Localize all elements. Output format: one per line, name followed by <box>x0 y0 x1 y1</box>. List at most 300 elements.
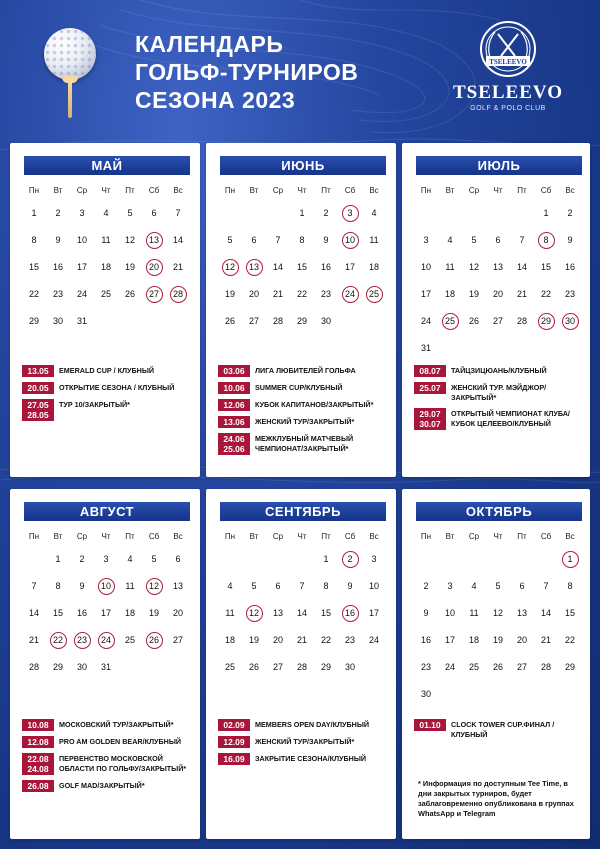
calendar-day: 19 <box>468 288 479 299</box>
calendar-day: 26 <box>468 315 479 326</box>
event-item <box>218 753 388 765</box>
calendar-day: 4 <box>447 234 453 245</box>
weekday-label: Пн <box>28 532 40 541</box>
calendar-day: 20 <box>172 607 183 618</box>
event-title: ПЕРВЕНСТВО МОСКОВСКОЙ ОБЛАСТИ ПО ГОЛЬФУ/ЗАКРЫТЫЙ* <box>59 754 187 773</box>
tournament-day: 8 <box>534 226 558 253</box>
month-name: ОКТЯБРЬ <box>416 502 582 521</box>
weekday-label: Ср <box>468 532 480 541</box>
week-row <box>414 545 582 572</box>
calendar-day <box>118 307 142 334</box>
calendar-day <box>166 307 190 334</box>
weekday-row <box>414 529 582 545</box>
week-row <box>218 545 386 572</box>
calendar-day: 8 <box>299 234 305 245</box>
tournament-day: 13 <box>142 226 166 253</box>
event-date-badge <box>414 719 446 731</box>
weekday-label: Чт <box>297 186 307 195</box>
calendar-day: 28 <box>516 315 527 326</box>
event-item <box>218 719 388 731</box>
week-row <box>22 572 190 599</box>
calendar-day <box>510 199 534 226</box>
calendar-day: 1 <box>543 207 549 218</box>
calendar-day: 13 <box>272 607 283 618</box>
event-date: 24.08 <box>27 764 49 774</box>
event-date-badge <box>22 753 54 775</box>
weekday-row <box>414 183 582 199</box>
event-date: 10.06 <box>223 383 245 393</box>
calendar-grid <box>22 183 190 334</box>
event-date-badge <box>218 399 250 411</box>
event-title: GOLF MAD/ЗАКРЫТЫЙ* <box>59 781 145 790</box>
event-title: ТАЙЦЗИЦЮАНЬ/КЛУБНЫЙ <box>451 366 547 375</box>
event-date: 25.06 <box>223 444 245 454</box>
event-date: 12.06 <box>223 400 245 410</box>
calendar-day <box>338 307 362 334</box>
calendar-day: 30 <box>344 661 355 672</box>
event-date: 13.05 <box>27 366 49 376</box>
calendar-day: 26 <box>224 315 235 326</box>
calendar-day: 16 <box>76 607 87 618</box>
title-line: ГОЛЬФ-ТУРНИРОВ <box>135 59 359 85</box>
tournament-day: 20 <box>142 253 166 280</box>
tournament-day: 12 <box>218 253 242 280</box>
tournament-day: 24 <box>94 626 118 653</box>
calendar-day: 9 <box>423 607 429 618</box>
calendar-day: 12 <box>468 261 479 272</box>
calendar-day: 25 <box>468 661 479 672</box>
calendar-day <box>362 653 386 680</box>
month-card <box>402 489 590 839</box>
event-title: CLOCK TOWER CUP.ФИНАЛ /КЛУБНЫЙ <box>451 720 555 739</box>
calendar-day: 18 <box>468 634 479 645</box>
week-row <box>414 253 582 280</box>
week-row <box>414 626 582 653</box>
weekday-label: Вт <box>445 186 455 195</box>
calendar-day: 15 <box>564 607 575 618</box>
month-name: АВГУСТ <box>24 502 190 521</box>
event-date: 10.08 <box>27 720 49 730</box>
calendar-day: 19 <box>248 634 259 645</box>
calendar-day: 22 <box>320 634 331 645</box>
calendar-day: 23 <box>320 288 331 299</box>
event-date: 28.05 <box>27 410 49 420</box>
calendar-day: 14 <box>272 261 283 272</box>
weekday-label: Вс <box>565 532 575 541</box>
calendar-day: 18 <box>100 261 111 272</box>
calendar-day <box>462 199 486 226</box>
week-row <box>22 545 190 572</box>
calendar-day: 14 <box>296 607 307 618</box>
calendar-day: 15 <box>320 607 331 618</box>
event-item <box>22 382 192 394</box>
week-row <box>22 653 190 680</box>
month-name: МАЙ <box>24 156 190 175</box>
event-date-badge <box>218 753 250 765</box>
calendar-day <box>414 199 438 226</box>
event-date: 01.10 <box>419 720 441 730</box>
event-date-badge <box>218 736 250 748</box>
calendar-day: 21 <box>172 261 183 272</box>
calendar-day: 9 <box>79 580 85 591</box>
calendar-day: 4 <box>127 553 133 564</box>
week-row <box>22 199 190 226</box>
calendar-day <box>486 545 510 572</box>
month-name: ИЮЛЬ <box>416 156 582 175</box>
calendar-day: 13 <box>516 607 527 618</box>
event-item <box>414 382 584 403</box>
week-row <box>414 680 582 707</box>
month-card <box>10 489 200 839</box>
calendar-day: 22 <box>564 634 575 645</box>
calendar-day: 2 <box>55 207 61 218</box>
event-title: ОТКРЫТЫЙ ЧЕМПИОНАТ КЛУБА/ КУБОК ЦЕЛЕЕВО/КЛУБНЫЙ <box>451 409 570 428</box>
calendar-day: 24 <box>368 634 379 645</box>
calendar-day: 29 <box>28 315 39 326</box>
calendar-day: 11 <box>225 607 235 618</box>
calendar-day: 15 <box>52 607 63 618</box>
calendar-day: 9 <box>567 234 573 245</box>
calendar-day: 6 <box>495 234 501 245</box>
weekday-label: Сб <box>344 532 356 541</box>
tournament-day: 27 <box>142 280 166 307</box>
event-date: 22.08 <box>27 754 49 764</box>
calendar-day: 10 <box>420 261 431 272</box>
event-date-badge <box>218 416 250 428</box>
event-list <box>22 365 192 426</box>
week-row <box>218 626 386 653</box>
weekday-row <box>22 183 190 199</box>
calendar-day: 15 <box>540 261 551 272</box>
month-name: СЕНТЯБРЬ <box>220 502 386 521</box>
calendar-day: 7 <box>275 234 281 245</box>
event-date: 03.06 <box>223 366 245 376</box>
calendar-day <box>438 545 462 572</box>
calendar-day: 13 <box>172 580 183 591</box>
calendar-day <box>218 199 242 226</box>
calendar-day: 11 <box>369 234 379 245</box>
club-logo <box>444 18 572 130</box>
calendar-day: 18 <box>444 288 455 299</box>
event-date-badge <box>22 365 54 377</box>
calendar-day: 19 <box>492 634 503 645</box>
calendar-day: 9 <box>55 234 61 245</box>
calendar-day: 24 <box>444 661 455 672</box>
calendar-day: 23 <box>564 288 575 299</box>
event-date: 02.09 <box>223 720 245 730</box>
calendar-day: 20 <box>492 288 503 299</box>
tournament-day: 25 <box>438 307 462 334</box>
calendar-day: 6 <box>519 580 525 591</box>
event-date: 30.07 <box>419 419 441 429</box>
week-row <box>22 626 190 653</box>
calendar-day: 7 <box>175 207 181 218</box>
calendar-day <box>242 545 266 572</box>
event-item <box>218 736 388 748</box>
calendar-day <box>266 199 290 226</box>
calendar-grid <box>218 529 386 680</box>
calendar-day <box>242 199 266 226</box>
calendar-day: 16 <box>564 261 575 272</box>
calendar-day <box>510 680 534 707</box>
weekday-label: Вт <box>445 532 455 541</box>
calendar-day <box>266 545 290 572</box>
calendar-day: 30 <box>420 688 431 699</box>
calendar-day: 6 <box>175 553 181 564</box>
calendar-day: 5 <box>495 580 501 591</box>
event-title: ТУР 10/ЗАКРЫТЫЙ* <box>59 400 130 409</box>
weekday-row <box>218 529 386 545</box>
event-item <box>22 753 192 775</box>
calendar-day: 11 <box>445 261 455 272</box>
calendar-day: 31 <box>420 342 431 353</box>
event-date-badge <box>22 719 54 731</box>
calendar-day: 2 <box>323 207 329 218</box>
calendar-day: 16 <box>320 261 331 272</box>
calendar-day: 27 <box>272 661 283 672</box>
event-date: 13.06 <box>223 417 245 427</box>
calendar-day: 3 <box>371 553 377 564</box>
calendar-day: 26 <box>492 661 503 672</box>
calendar-day: 22 <box>28 288 39 299</box>
calendar-day: 29 <box>564 661 575 672</box>
calendar-day: 9 <box>347 580 353 591</box>
calendar-grid <box>414 183 582 361</box>
calendar-day: 24 <box>420 315 431 326</box>
event-date-badge <box>218 433 250 455</box>
weekday-label: Вт <box>249 532 259 541</box>
event-title: MEMBERS OPEN DAY/КЛУБНЫЙ <box>255 720 370 729</box>
calendar-day: 21 <box>540 634 551 645</box>
calendar-day: 15 <box>296 261 307 272</box>
calendar-day: 17 <box>444 634 455 645</box>
calendar-day: 18 <box>224 634 235 645</box>
calendar-day: 7 <box>543 580 549 591</box>
calendar-day: 1 <box>299 207 305 218</box>
weekday-label: Пт <box>321 532 331 541</box>
weekday-label: Пн <box>224 186 236 195</box>
event-date: 16.09 <box>223 754 245 764</box>
week-row <box>22 280 190 307</box>
calendar-day: 1 <box>55 553 61 564</box>
event-title: EMERALD CUP / КЛУБНЫЙ <box>59 366 155 375</box>
event-date: 25.07 <box>419 383 441 393</box>
calendar-day: 7 <box>31 580 37 591</box>
calendar-day: 2 <box>423 580 429 591</box>
calendar-day: 16 <box>420 634 431 645</box>
event-date: 24.06 <box>223 434 245 444</box>
calendar-day <box>534 680 558 707</box>
calendar-day: 21 <box>516 288 527 299</box>
calendar-day <box>166 653 190 680</box>
weekday-label: Чт <box>493 186 503 195</box>
weekday-label: Ср <box>272 532 284 541</box>
calendar-day: 14 <box>516 261 527 272</box>
calendar-day: 6 <box>275 580 281 591</box>
weekday-label: Пт <box>321 186 331 195</box>
week-row <box>414 572 582 599</box>
week-row <box>414 334 582 361</box>
golf-ball-icon <box>44 28 96 80</box>
calendar-day: 23 <box>344 634 355 645</box>
event-item <box>218 399 388 411</box>
tournament-day: 29 <box>534 307 558 334</box>
calendar-day: 8 <box>567 580 573 591</box>
month-card <box>402 143 590 477</box>
calendar-grid <box>414 529 582 707</box>
calendar-day <box>510 334 534 361</box>
weekday-label: Вс <box>369 186 379 195</box>
calendar-day: 29 <box>296 315 307 326</box>
weekday-label: Сб <box>344 186 356 195</box>
calendar-day <box>94 307 118 334</box>
weekday-label: Вт <box>249 186 259 195</box>
calendar-day: 29 <box>320 661 331 672</box>
week-row <box>414 653 582 680</box>
calendar-day: 18 <box>124 607 135 618</box>
week-row <box>218 199 386 226</box>
calendar-day: 28 <box>296 661 307 672</box>
calendar-day: 27 <box>516 661 527 672</box>
calendar-day: 26 <box>124 288 135 299</box>
calendar-day: 5 <box>251 580 257 591</box>
week-row <box>414 599 582 626</box>
event-title: SUMMER CUP/КЛУБНЫЙ <box>255 383 343 392</box>
weekday-label: Сб <box>540 186 552 195</box>
calendar-day: 20 <box>272 634 283 645</box>
calendar-day: 17 <box>420 288 431 299</box>
calendar-day: 28 <box>272 315 283 326</box>
calendar-day <box>510 545 534 572</box>
calendar-day: 6 <box>151 207 157 218</box>
calendar-day: 10 <box>368 580 379 591</box>
calendar-day <box>462 680 486 707</box>
calendar-day: 28 <box>540 661 551 672</box>
week-row <box>218 226 386 253</box>
calendar-day: 5 <box>151 553 157 564</box>
weekday-label: Пн <box>420 186 432 195</box>
calendar-day: 31 <box>76 315 87 326</box>
golf-tee-icon <box>62 76 78 118</box>
title-line: СЕЗОНА 2023 <box>135 87 296 113</box>
calendar-day <box>534 545 558 572</box>
event-list <box>414 365 584 435</box>
calendar-day: 7 <box>299 580 305 591</box>
calendar-day: 3 <box>447 580 453 591</box>
week-row <box>22 307 190 334</box>
calendar-day <box>438 199 462 226</box>
week-row <box>218 253 386 280</box>
weekday-label: Чт <box>493 532 503 541</box>
weekday-label: Ср <box>272 186 284 195</box>
calendar-day <box>462 545 486 572</box>
calendar-day <box>534 334 558 361</box>
calendar-day: 10 <box>444 607 455 618</box>
weekday-label: Чт <box>297 532 307 541</box>
weekday-label: Пн <box>28 186 40 195</box>
weekday-label: Вс <box>173 532 183 541</box>
calendar-day: 3 <box>79 207 85 218</box>
calendar-day: 9 <box>323 234 329 245</box>
event-date-badge <box>414 382 446 394</box>
event-date-badge <box>218 365 250 377</box>
event-item <box>414 365 584 377</box>
calendar-day: 16 <box>52 261 63 272</box>
week-row <box>218 572 386 599</box>
tournament-day: 10 <box>94 572 118 599</box>
tournament-day: 3 <box>338 199 362 226</box>
weekday-row <box>22 529 190 545</box>
event-title: ЛИГА ЛЮБИТЕЛЕЙ ГОЛЬФА <box>255 366 356 375</box>
week-row <box>414 280 582 307</box>
calendar-day: 5 <box>471 234 477 245</box>
event-title: ЖЕНСКИЙ ТУР/ЗАКРЫТЫЙ* <box>255 737 355 746</box>
calendar-day: 30 <box>76 661 87 672</box>
calendar-day: 2 <box>567 207 573 218</box>
calendar-day: 14 <box>540 607 551 618</box>
week-row <box>218 280 386 307</box>
calendar-day: 20 <box>248 288 259 299</box>
weekday-label: Вс <box>369 532 379 541</box>
event-date: 29.07 <box>419 409 441 419</box>
event-date-badge <box>218 719 250 731</box>
week-row <box>218 599 386 626</box>
tournament-day: 1 <box>558 545 582 572</box>
calendar-day: 28 <box>28 661 39 672</box>
calendar-day: 18 <box>368 261 379 272</box>
calendar-day: 27 <box>248 315 259 326</box>
calendar-day <box>438 680 462 707</box>
week-row <box>218 307 386 334</box>
event-item <box>218 382 388 394</box>
tournament-day: 12 <box>242 599 266 626</box>
event-item <box>22 719 192 731</box>
calendar-day: 8 <box>31 234 37 245</box>
event-title: ЖЕНСКИЙ ТУР/ЗАКРЫТЫЙ* <box>255 417 355 426</box>
calendar-day <box>438 334 462 361</box>
calendar-day: 4 <box>471 580 477 591</box>
calendar-day: 8 <box>55 580 61 591</box>
calendar-day: 17 <box>344 261 355 272</box>
month-card <box>10 143 200 477</box>
calendar-day: 5 <box>127 207 133 218</box>
calendar-day: 27 <box>172 634 183 645</box>
calendar-day <box>118 653 142 680</box>
event-date-badge <box>218 382 250 394</box>
event-item <box>218 416 388 428</box>
calendar-day: 23 <box>52 288 63 299</box>
month-card <box>206 143 396 477</box>
calendar-day: 17 <box>368 607 379 618</box>
week-row <box>414 307 582 334</box>
weekday-label: Пт <box>125 186 135 195</box>
month-card <box>206 489 396 839</box>
calendar-day: 15 <box>28 261 39 272</box>
calendar-day: 12 <box>492 607 503 618</box>
tournament-day: 13 <box>242 253 266 280</box>
tournament-day: 22 <box>46 626 70 653</box>
tournament-day: 30 <box>558 307 582 334</box>
calendar-day: 22 <box>540 288 551 299</box>
calendar-day: 6 <box>251 234 257 245</box>
calendar-day <box>142 307 166 334</box>
calendar-grid <box>22 529 190 680</box>
weekday-label: Вт <box>53 532 63 541</box>
calendar-day: 21 <box>296 634 307 645</box>
logo-subtitle: GOLF & POLO CLUB <box>470 105 546 112</box>
week-row <box>22 226 190 253</box>
event-title: ЖЕНСКИЙ ТУР. МЭЙДЖОР/ ЗАКРЫТЫЙ* <box>451 383 547 402</box>
